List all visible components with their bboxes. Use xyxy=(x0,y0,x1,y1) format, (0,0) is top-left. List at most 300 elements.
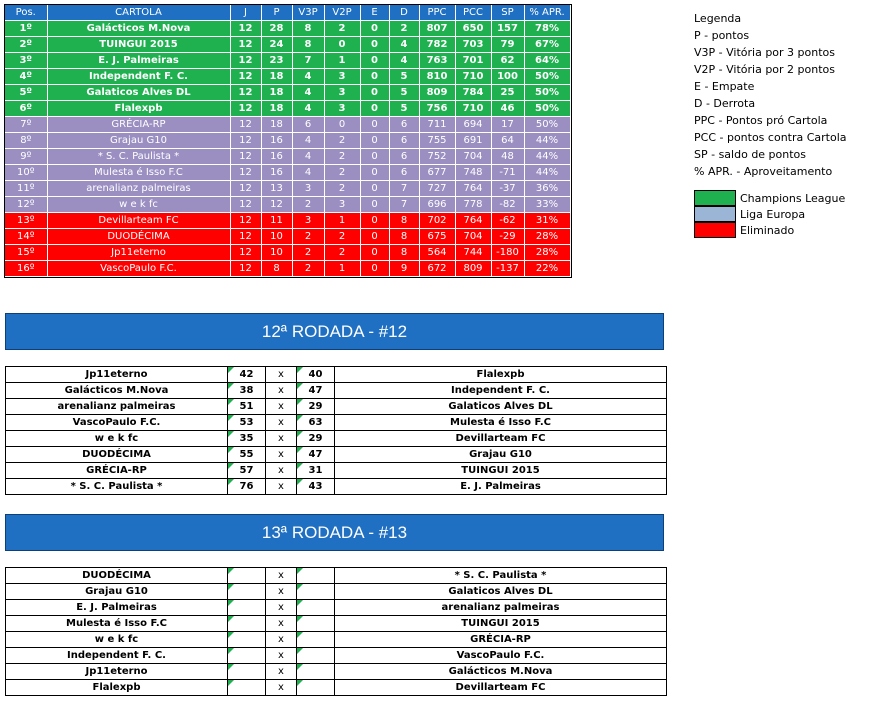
versus: x xyxy=(266,680,297,696)
cell-e: 0 xyxy=(360,229,389,245)
home-score xyxy=(228,664,266,680)
cell-j: 12 xyxy=(230,197,261,213)
cell-pcc: 703 xyxy=(455,37,491,53)
cell-pcc: 691 xyxy=(455,133,491,149)
cell-sp: 79 xyxy=(491,37,524,53)
cell-p: 16 xyxy=(261,149,292,165)
round-12-banner: 12ª RODADA - #12 xyxy=(5,313,664,350)
legend-zone xyxy=(694,190,847,206)
versus: x xyxy=(266,479,297,495)
versus: x xyxy=(266,632,297,648)
cell-cartola: Independent F. C. xyxy=(47,69,230,85)
cell-cartola: Galaticos Alves DL xyxy=(47,85,230,101)
cell-v3p: 4 xyxy=(292,85,324,101)
cell-v2p: 3 xyxy=(324,85,360,101)
round-13-banner: 13ª RODADA - #13 xyxy=(5,514,664,551)
cell-apr: 22% xyxy=(524,261,570,277)
cell-sp: 48 xyxy=(491,149,524,165)
away-score xyxy=(297,600,335,616)
cell-d: 8 xyxy=(389,229,419,245)
cell-apr: 28% xyxy=(524,245,570,261)
away-score xyxy=(297,648,335,664)
cell-j: 12 xyxy=(230,181,261,197)
legend-item: % APR. - Aproveitamento xyxy=(694,165,833,178)
cell-ppc: 809 xyxy=(419,85,455,101)
standings-row xyxy=(5,133,570,149)
cell-ppc: 702 xyxy=(419,213,455,229)
cell-pcc: 784 xyxy=(455,85,491,101)
cell-v2p: 2 xyxy=(324,133,360,149)
cell-sp: 17 xyxy=(491,117,524,133)
cell-d: 9 xyxy=(389,261,419,277)
home-score: 55 xyxy=(228,447,266,463)
away-team: Galaticos Alves DL xyxy=(335,399,667,415)
legend-item: P - pontos xyxy=(694,29,750,42)
round-13-table xyxy=(5,567,667,696)
cell-e: 0 xyxy=(360,197,389,213)
header-pcc: PCC xyxy=(455,5,491,21)
cell-pos: 9º xyxy=(5,149,47,165)
standings-row xyxy=(5,85,570,101)
cell-cartola: Mulesta é Isso F.C xyxy=(47,165,230,181)
home-score: 42 xyxy=(228,367,266,383)
cell-ppc: 727 xyxy=(419,181,455,197)
match-row xyxy=(6,431,667,447)
cell-p: 28 xyxy=(261,21,292,37)
cell-sp: 64 xyxy=(491,133,524,149)
cell-pos: 16º xyxy=(5,261,47,277)
cell-cartola: Jp11eterno xyxy=(47,245,230,261)
standings-row xyxy=(5,165,570,181)
cell-j: 12 xyxy=(230,101,261,117)
cell-apr: 50% xyxy=(524,85,570,101)
cell-j: 12 xyxy=(230,37,261,53)
cell-v3p: 4 xyxy=(292,165,324,181)
cell-p: 10 xyxy=(261,229,292,245)
cell-v3p: 4 xyxy=(292,101,324,117)
header-sp: SP xyxy=(491,5,524,21)
cell-v3p: 3 xyxy=(292,213,324,229)
home-score xyxy=(228,584,266,600)
cell-pos: 2º xyxy=(5,37,47,53)
cell-apr: 50% xyxy=(524,101,570,117)
cell-pos: 12º xyxy=(5,197,47,213)
cell-d: 8 xyxy=(389,245,419,261)
cell-j: 12 xyxy=(230,85,261,101)
cell-p: 11 xyxy=(261,213,292,229)
away-score xyxy=(297,632,335,648)
cell-sp: -71 xyxy=(491,165,524,181)
legend-zone-label: Eliminado xyxy=(740,223,795,237)
cell-d: 6 xyxy=(389,165,419,181)
home-team: Flalexpb xyxy=(6,680,228,696)
cell-d: 5 xyxy=(389,85,419,101)
cell-cartola: E. J. Palmeiras xyxy=(47,53,230,69)
cell-p: 18 xyxy=(261,117,292,133)
standings-row xyxy=(5,53,570,69)
cell-pos: 7º xyxy=(5,117,47,133)
match-row xyxy=(6,447,667,463)
cell-pcc: 748 xyxy=(455,165,491,181)
cell-cartola: Grajau G10 xyxy=(47,133,230,149)
standings-row xyxy=(5,117,570,133)
cell-e: 0 xyxy=(360,261,389,277)
versus: x xyxy=(266,415,297,431)
cell-e: 0 xyxy=(360,21,389,37)
cell-ppc: 752 xyxy=(419,149,455,165)
cell-v3p: 6 xyxy=(292,117,324,133)
away-team: Devillarteam FC xyxy=(335,431,667,447)
cell-v2p: 2 xyxy=(324,229,360,245)
cell-pcc: 650 xyxy=(455,21,491,37)
cell-v3p: 2 xyxy=(292,197,324,213)
cell-ppc: 675 xyxy=(419,229,455,245)
match-row xyxy=(6,415,667,431)
cell-apr: 64% xyxy=(524,53,570,69)
cell-p: 23 xyxy=(261,53,292,69)
versus: x xyxy=(266,568,297,584)
header-v2p: V2P xyxy=(324,5,360,21)
legend-item: V3P - Vitória por 3 pontos xyxy=(694,46,836,59)
cell-pos: 6º xyxy=(5,101,47,117)
cell-j: 12 xyxy=(230,21,261,37)
cell-sp: -29 xyxy=(491,229,524,245)
header-pos: Pos. xyxy=(5,5,47,21)
away-score: 31 xyxy=(297,463,335,479)
cell-pos: 4º xyxy=(5,69,47,85)
cell-pcc: 710 xyxy=(455,101,491,117)
cell-p: 16 xyxy=(261,165,292,181)
cell-apr: 31% xyxy=(524,213,570,229)
cell-j: 12 xyxy=(230,53,261,69)
cell-pos: 15º xyxy=(5,245,47,261)
away-score: 29 xyxy=(297,399,335,415)
match-row xyxy=(6,600,667,616)
cell-v3p: 4 xyxy=(292,133,324,149)
standings-table xyxy=(5,5,571,277)
home-team: arenalianz palmeiras xyxy=(6,399,228,415)
cell-ppc: 711 xyxy=(419,117,455,133)
standings-row xyxy=(5,69,570,85)
cell-d: 6 xyxy=(389,149,419,165)
match-row xyxy=(6,463,667,479)
cell-ppc: 782 xyxy=(419,37,455,53)
cell-v2p: 1 xyxy=(324,261,360,277)
cell-cartola: TUINGUI 2015 xyxy=(47,37,230,53)
cell-apr: 78% xyxy=(524,21,570,37)
versus: x xyxy=(266,664,297,680)
versus: x xyxy=(266,447,297,463)
match-row xyxy=(6,584,667,600)
cell-p: 10 xyxy=(261,245,292,261)
cell-d: 8 xyxy=(389,213,419,229)
cell-ppc: 810 xyxy=(419,69,455,85)
cell-d: 6 xyxy=(389,133,419,149)
versus: x xyxy=(266,648,297,664)
away-score: 40 xyxy=(297,367,335,383)
cell-v2p: 1 xyxy=(324,53,360,69)
cell-sp: 62 xyxy=(491,53,524,69)
round-12-table xyxy=(5,366,667,495)
versus: x xyxy=(266,431,297,447)
match-row xyxy=(6,568,667,584)
cell-pos: 10º xyxy=(5,165,47,181)
cell-j: 12 xyxy=(230,117,261,133)
legend-item: V2P - Vitória por 2 pontos xyxy=(694,63,836,76)
standings-row xyxy=(5,149,570,165)
cell-sp: -62 xyxy=(491,213,524,229)
versus: x xyxy=(266,367,297,383)
home-score xyxy=(228,648,266,664)
cell-e: 0 xyxy=(360,53,389,69)
cell-p: 16 xyxy=(261,133,292,149)
cell-v2p: 3 xyxy=(324,197,360,213)
cell-apr: 36% xyxy=(524,181,570,197)
cell-j: 12 xyxy=(230,261,261,277)
cell-pcc: 710 xyxy=(455,69,491,85)
legend-zone-label: Champions League xyxy=(740,191,846,205)
cell-p: 12 xyxy=(261,197,292,213)
cell-pos: 1º xyxy=(5,21,47,37)
away-team: * S. C. Paulista * xyxy=(335,568,667,584)
legend-zone xyxy=(694,222,847,238)
cell-d: 6 xyxy=(389,117,419,133)
cell-ppc: 807 xyxy=(419,21,455,37)
standings-row xyxy=(5,197,570,213)
cell-v2p: 3 xyxy=(324,69,360,85)
cell-ppc: 564 xyxy=(419,245,455,261)
home-score: 35 xyxy=(228,431,266,447)
cell-ppc: 672 xyxy=(419,261,455,277)
cell-cartola: VascoPaulo F.C. xyxy=(47,261,230,277)
home-score xyxy=(228,616,266,632)
match-row xyxy=(6,383,667,399)
cell-cartola: * S. C. Paulista * xyxy=(47,149,230,165)
versus: x xyxy=(266,616,297,632)
cell-pcc: 704 xyxy=(455,229,491,245)
cell-sp: -180 xyxy=(491,245,524,261)
standings-row xyxy=(5,37,570,53)
cell-e: 0 xyxy=(360,149,389,165)
cell-pos: 13º xyxy=(5,213,47,229)
cell-e: 0 xyxy=(360,165,389,181)
cell-d: 7 xyxy=(389,181,419,197)
standings-row xyxy=(5,181,570,197)
cell-pcc: 809 xyxy=(455,261,491,277)
cell-ppc: 677 xyxy=(419,165,455,181)
cell-j: 12 xyxy=(230,149,261,165)
match-row xyxy=(6,664,667,680)
cell-e: 0 xyxy=(360,245,389,261)
cell-sp: 100 xyxy=(491,69,524,85)
cell-ppc: 763 xyxy=(419,53,455,69)
cell-p: 18 xyxy=(261,101,292,117)
cell-ppc: 756 xyxy=(419,101,455,117)
cell-ppc: 696 xyxy=(419,197,455,213)
header-v3p: V3P xyxy=(292,5,324,21)
cell-v3p: 8 xyxy=(292,21,324,37)
cell-cartola: Devillarteam FC xyxy=(47,213,230,229)
away-score xyxy=(297,568,335,584)
cell-sp: 25 xyxy=(491,85,524,101)
away-score xyxy=(297,680,335,696)
cell-v3p: 7 xyxy=(292,53,324,69)
header-cartola: CARTOLA xyxy=(47,5,230,21)
cell-p: 8 xyxy=(261,261,292,277)
match-row xyxy=(6,680,667,696)
cell-pcc: 778 xyxy=(455,197,491,213)
legend-item: D - Derrota xyxy=(694,97,756,110)
header-d: D xyxy=(389,5,419,21)
cell-cartola: arenalianz palmeiras xyxy=(47,181,230,197)
match-row xyxy=(6,367,667,383)
cell-j: 12 xyxy=(230,213,261,229)
away-team: Galácticos M.Nova xyxy=(335,664,667,680)
home-score: 76 xyxy=(228,479,266,495)
away-score: 47 xyxy=(297,447,335,463)
legend-item: PPC - Pontos pró Cartola xyxy=(694,114,828,127)
home-team: Grajau G10 xyxy=(6,584,228,600)
cell-v3p: 4 xyxy=(292,149,324,165)
cell-v2p: 0 xyxy=(324,117,360,133)
away-team: TUINGUI 2015 xyxy=(335,616,667,632)
versus: x xyxy=(266,399,297,415)
standings-row xyxy=(5,261,570,277)
cell-apr: 44% xyxy=(524,133,570,149)
legend-swatch xyxy=(694,206,736,222)
cell-sp: -82 xyxy=(491,197,524,213)
cell-e: 0 xyxy=(360,69,389,85)
cell-apr: 33% xyxy=(524,197,570,213)
away-score xyxy=(297,584,335,600)
legend-title: Legenda xyxy=(694,12,742,25)
home-team: * S. C. Paulista * xyxy=(6,479,228,495)
away-score: 29 xyxy=(297,431,335,447)
cell-j: 12 xyxy=(230,69,261,85)
away-score xyxy=(297,616,335,632)
versus: x xyxy=(266,584,297,600)
home-team: GRÉCIA-RP xyxy=(6,463,228,479)
match-row xyxy=(6,479,667,495)
header-apr: % APR. xyxy=(524,5,570,21)
cell-sp: 157 xyxy=(491,21,524,37)
home-score: 57 xyxy=(228,463,266,479)
cell-sp: -137 xyxy=(491,261,524,277)
home-team: Galácticos M.Nova xyxy=(6,383,228,399)
match-row xyxy=(6,632,667,648)
cell-d: 7 xyxy=(389,197,419,213)
cell-pos: 8º xyxy=(5,133,47,149)
versus: x xyxy=(266,383,297,399)
cell-e: 0 xyxy=(360,133,389,149)
versus: x xyxy=(266,463,297,479)
away-team: E. J. Palmeiras xyxy=(335,479,667,495)
cell-pcc: 764 xyxy=(455,181,491,197)
away-team: GRÉCIA-RP xyxy=(335,632,667,648)
cell-v2p: 3 xyxy=(324,101,360,117)
home-team: w e k fc xyxy=(6,632,228,648)
cell-cartola: Flalexpb xyxy=(47,101,230,117)
cell-v2p: 2 xyxy=(324,21,360,37)
cell-p: 18 xyxy=(261,69,292,85)
home-team: E. J. Palmeiras xyxy=(6,600,228,616)
cell-sp: -37 xyxy=(491,181,524,197)
cell-cartola: GRÉCIA-RP xyxy=(47,117,230,133)
home-score: 51 xyxy=(228,399,266,415)
cell-e: 0 xyxy=(360,85,389,101)
cell-j: 12 xyxy=(230,229,261,245)
cell-v3p: 2 xyxy=(292,261,324,277)
home-team: w e k fc xyxy=(6,431,228,447)
cell-apr: 50% xyxy=(524,69,570,85)
legend-item: PCC - pontos contra Cartola xyxy=(694,131,847,144)
home-team: DUODÉCIMA xyxy=(6,447,228,463)
home-team: DUODÉCIMA xyxy=(6,568,228,584)
cell-pos: 14º xyxy=(5,229,47,245)
cell-sp: 46 xyxy=(491,101,524,117)
away-score: 47 xyxy=(297,383,335,399)
cell-v3p: 4 xyxy=(292,69,324,85)
home-score xyxy=(228,568,266,584)
home-score xyxy=(228,680,266,696)
cell-d: 4 xyxy=(389,53,419,69)
home-team: Jp11eterno xyxy=(6,367,228,383)
cell-j: 12 xyxy=(230,245,261,261)
away-team: Independent F. C. xyxy=(335,383,667,399)
legend-swatch xyxy=(694,190,736,206)
standings-row xyxy=(5,213,570,229)
away-score: 63 xyxy=(297,415,335,431)
cell-cartola: w e k fc xyxy=(47,197,230,213)
away-score: 43 xyxy=(297,479,335,495)
cell-apr: 67% xyxy=(524,37,570,53)
cell-v2p: 0 xyxy=(324,37,360,53)
cell-j: 12 xyxy=(230,165,261,181)
match-row xyxy=(6,616,667,632)
cell-pcc: 701 xyxy=(455,53,491,69)
standings-row xyxy=(5,21,570,37)
cell-v2p: 1 xyxy=(324,213,360,229)
match-row xyxy=(6,648,667,664)
cell-apr: 28% xyxy=(524,229,570,245)
header-e: E xyxy=(360,5,389,21)
away-team: Devillarteam FC xyxy=(335,680,667,696)
standings-header-row xyxy=(5,5,570,21)
cell-e: 0 xyxy=(360,101,389,117)
header-p: P xyxy=(261,5,292,21)
home-team: Independent F. C. xyxy=(6,648,228,664)
header-j: J xyxy=(230,5,261,21)
cell-v2p: 2 xyxy=(324,181,360,197)
away-team: arenalianz palmeiras xyxy=(335,600,667,616)
home-score: 53 xyxy=(228,415,266,431)
away-team: VascoPaulo F.C. xyxy=(335,648,667,664)
cell-p: 18 xyxy=(261,85,292,101)
cell-d: 2 xyxy=(389,21,419,37)
home-score xyxy=(228,600,266,616)
legend xyxy=(694,10,847,238)
legend-zone-label: Liga Europa xyxy=(740,207,806,221)
cell-v3p: 3 xyxy=(292,181,324,197)
cell-cartola: Galácticos M.Nova xyxy=(47,21,230,37)
away-team: Grajau G10 xyxy=(335,447,667,463)
away-team: TUINGUI 2015 xyxy=(335,463,667,479)
away-team: Flalexpb xyxy=(335,367,667,383)
home-score xyxy=(228,632,266,648)
cell-p: 24 xyxy=(261,37,292,53)
cell-d: 5 xyxy=(389,101,419,117)
cell-e: 0 xyxy=(360,117,389,133)
